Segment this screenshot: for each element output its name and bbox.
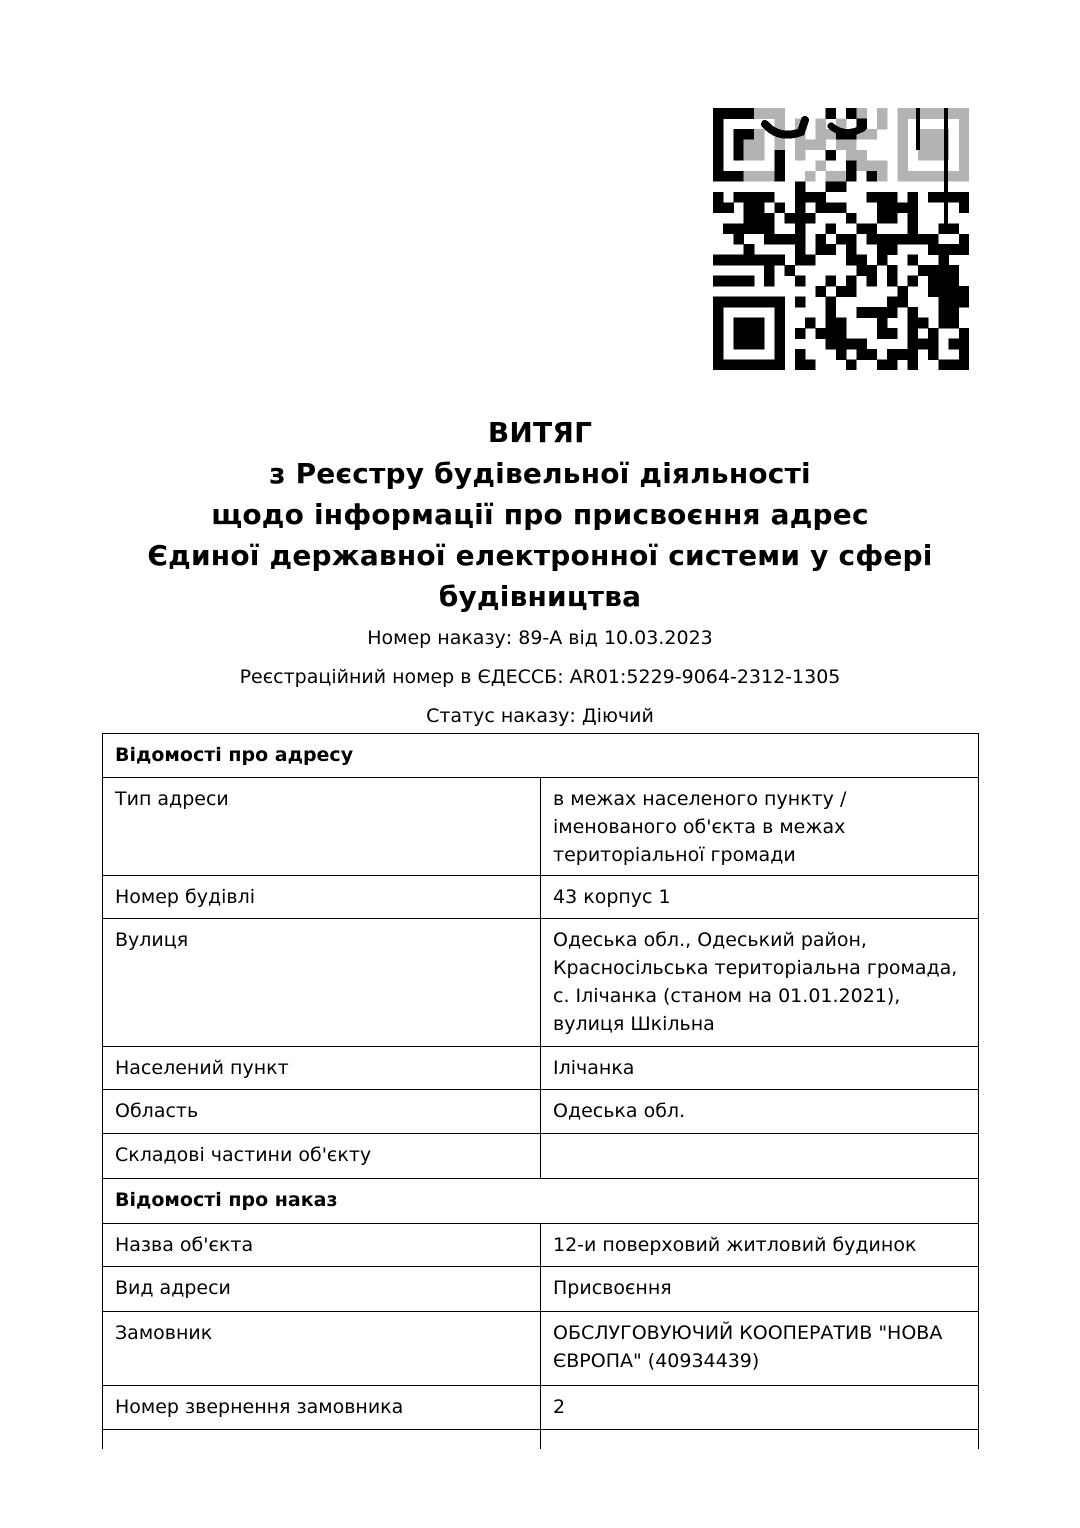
table-row-cut-off [103, 1430, 979, 1449]
document-title-line: щодо інформації про присвоєння адрес [211, 498, 869, 531]
table-row [103, 919, 979, 1047]
qr-code [713, 108, 969, 370]
row-label: Складові частини об'єкту [103, 1134, 541, 1179]
row-label: Населений пункт [103, 1047, 541, 1090]
table-row [103, 778, 979, 876]
status-line: Статус наказу: Діючий [426, 705, 654, 727]
row-value: 12-и поверховий житловий будинок [541, 1224, 979, 1267]
row-value: Одеська обл. [541, 1090, 979, 1134]
row-label: Замовник [103, 1312, 541, 1386]
row-label: Номер будівлі [103, 876, 541, 919]
row-label: Вид адреси [103, 1267, 541, 1312]
section-header-address: Відомості про адресу [103, 734, 979, 778]
row-value [541, 1134, 979, 1179]
row-value: 2 [541, 1386, 979, 1430]
row-label: Вулиця [103, 919, 541, 1047]
document-title-line: будівництва [438, 580, 642, 613]
table-row [103, 1134, 979, 1179]
section-header-row [103, 734, 979, 778]
document-title-line: ВИТЯГ [487, 416, 593, 449]
document-meta [0, 627, 1080, 727]
table-row [103, 1267, 979, 1312]
row-value: Ілічанка [541, 1047, 979, 1090]
table-row [103, 1090, 979, 1134]
row-value: Присвоєння [541, 1267, 979, 1312]
table-row [103, 1047, 979, 1090]
row-value: в межах населеного пункту / іменованого об'єкта в межах територіальної громади [541, 778, 979, 876]
document-title-line: з Реєстру будівельної діяльності [269, 457, 811, 490]
row-value: ОБСЛУГОВУЮЧИЙ КООПЕРАТИВ "НОВА ЄВРОПА" (40934439) [541, 1312, 979, 1386]
table-row [103, 1224, 979, 1267]
row-label: Номер звернення замовника [103, 1386, 541, 1430]
row-label: Назва об'єкта [103, 1224, 541, 1267]
row-label: Тип адреси [103, 778, 541, 876]
document-title-line: Єдиної державної електронної системи у сфері [147, 539, 933, 572]
table-row [103, 1386, 979, 1430]
row-label: Область [103, 1090, 541, 1134]
registration-number-line: Реєстраційний номер в ЄДЕССБ: AR01:5229-9064-2312-1305 [239, 666, 841, 688]
qr-code-image [713, 108, 969, 370]
registry-table [102, 733, 979, 1449]
row-value [541, 1430, 979, 1449]
table-row [103, 1312, 979, 1386]
section-header-row [103, 1179, 979, 1224]
row-label [103, 1430, 541, 1449]
order-number-line: Номер наказу: 89-А від 10.03.2023 [367, 627, 713, 649]
section-header-order: Відомості про наказ [103, 1179, 979, 1224]
table-row [103, 876, 979, 919]
document-heading [0, 412, 1080, 744]
row-value: 43 корпус 1 [541, 876, 979, 919]
row-value: Одеська обл., Одеський район, Красносільська територіальна громада, с. Ілічанка (станом на 01.01.2021), вулиця Шкільна [541, 919, 979, 1047]
